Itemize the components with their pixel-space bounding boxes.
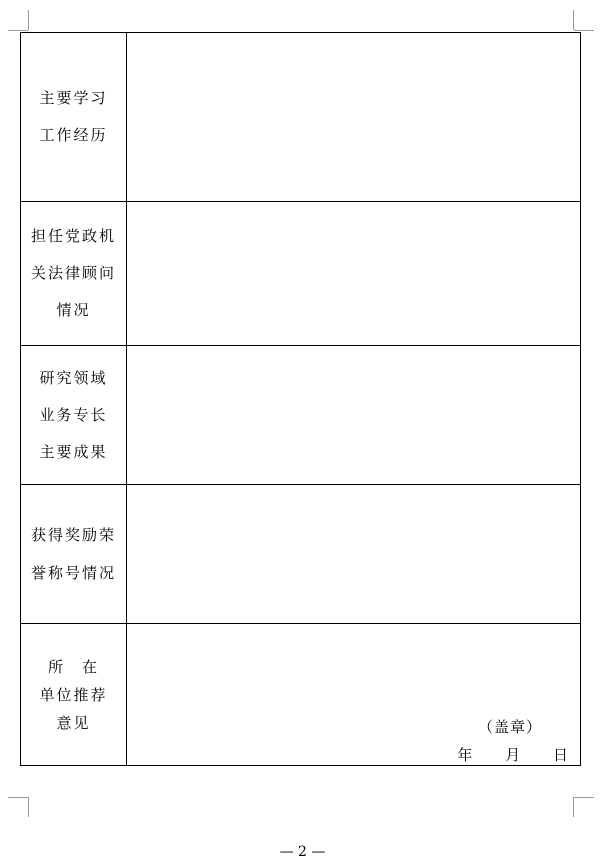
crop-mark-top-left: [28, 10, 29, 30]
row-label: [21, 346, 127, 485]
form-row-awards-honors: [21, 485, 581, 624]
date-line: [457, 744, 568, 765]
label-line: 关法律顾问: [30, 264, 116, 282]
crop-mark-top-left: [8, 30, 28, 31]
crop-mark-bottom-left: [8, 797, 28, 798]
study-work-experience-field[interactable]: [127, 33, 581, 202]
page-number: — 2 —: [279, 844, 326, 860]
crop-mark-top-right: [573, 10, 574, 30]
label-line: 获得奖励荣: [30, 526, 116, 544]
row-label: [21, 202, 127, 346]
label-line: 主要学习: [39, 89, 108, 107]
application-form-table: [20, 32, 581, 766]
label-line: 所 在: [47, 657, 99, 676]
awards-honors-field[interactable]: [127, 485, 581, 624]
label-line: 情况: [56, 301, 91, 319]
row-label: [21, 33, 127, 202]
seal-label: （盖章）: [477, 718, 542, 736]
label-line: 业务专长: [39, 405, 108, 424]
label-line: 研究领域: [39, 368, 108, 387]
unit-recommendation-field[interactable]: [127, 624, 581, 766]
year-label: 年: [457, 746, 473, 764]
form-row-legal-advisor: [21, 202, 581, 346]
form-row-unit-recommendation: [21, 624, 581, 766]
label-line: 誉称号情况: [30, 564, 116, 582]
form-row-research-expertise: [21, 346, 581, 485]
row-label: [21, 485, 127, 624]
research-expertise-field[interactable]: [127, 346, 581, 485]
label-line: 担任党政机: [30, 227, 116, 245]
month-label: 月: [505, 746, 521, 764]
row-label: [21, 624, 127, 766]
form-row-study-work-experience: [21, 33, 581, 202]
legal-advisor-field[interactable]: [127, 202, 581, 346]
label-line: 主要成果: [39, 442, 108, 461]
crop-mark-bottom-right: [574, 797, 594, 798]
label-line: 单位推荐: [39, 685, 108, 704]
label-line: 意见: [56, 713, 91, 732]
label-line: 工作经历: [39, 126, 108, 144]
crop-mark-bottom-left: [28, 797, 29, 817]
crop-mark-bottom-right: [573, 797, 574, 817]
crop-mark-top-right: [574, 30, 594, 31]
day-label: 日: [552, 746, 568, 764]
